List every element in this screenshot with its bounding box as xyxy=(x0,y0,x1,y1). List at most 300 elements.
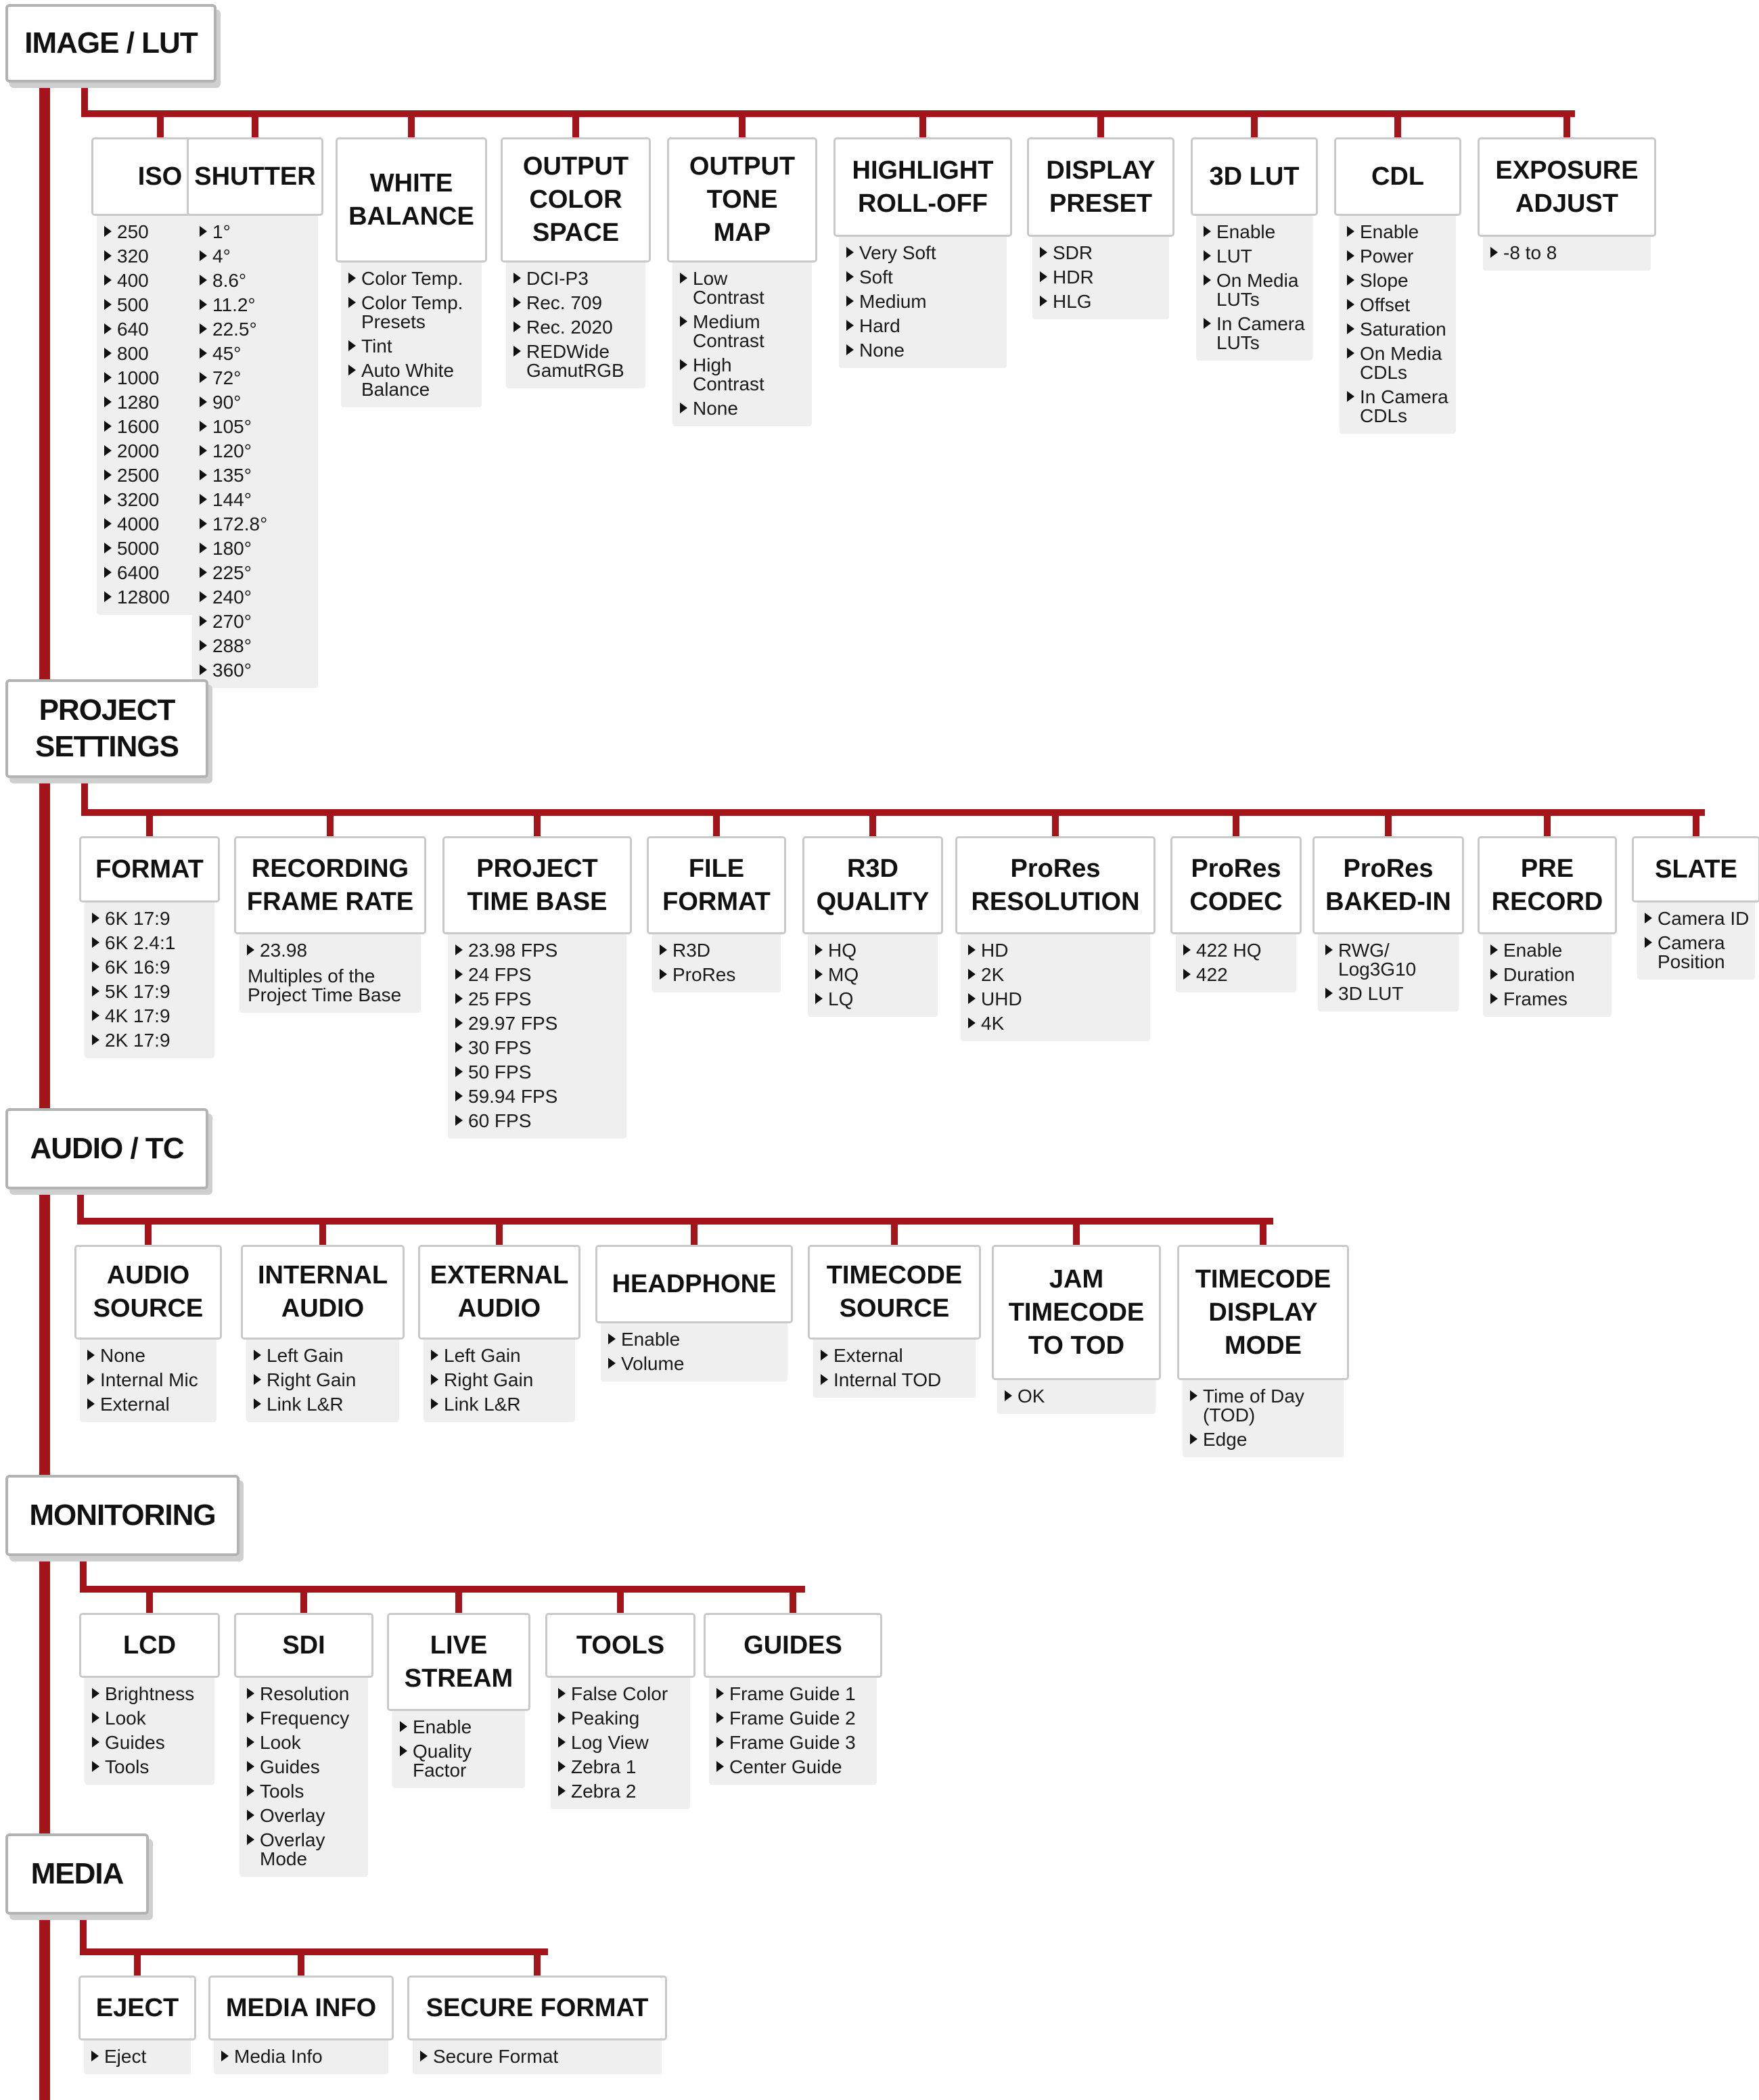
option-label: 29.97 FPS xyxy=(468,1013,558,1034)
triangle-bullet-icon xyxy=(200,396,207,407)
option-label: HDR xyxy=(1053,267,1094,288)
connector-line xyxy=(891,1218,898,1246)
option-item[interactable] xyxy=(198,320,313,339)
option-item[interactable] xyxy=(658,941,775,960)
triangle-bullet-icon xyxy=(558,1761,566,1772)
menu-column-cdl xyxy=(1334,137,1461,434)
option-item[interactable] xyxy=(453,1087,621,1106)
menu-item-guides[interactable]: GUIDES xyxy=(704,1613,882,1678)
menu-item-prores-resolution[interactable]: ProRes RESOLUTION xyxy=(955,836,1156,934)
option-label: 30 FPS xyxy=(468,1037,532,1058)
menu-item-live-stream[interactable]: LIVE STREAM xyxy=(387,1613,530,1711)
option-item[interactable] xyxy=(1188,1430,1338,1449)
option-label: 250 xyxy=(117,221,149,242)
connector-line xyxy=(145,1218,152,1246)
option-label: ProRes xyxy=(672,964,736,985)
option-list xyxy=(601,1323,787,1382)
option-item[interactable] xyxy=(1202,247,1307,266)
option-label: Brightness xyxy=(105,1683,195,1704)
option-label: 6K 2.4:1 xyxy=(105,932,176,953)
option-label: 4K xyxy=(981,1013,1005,1034)
option-item[interactable] xyxy=(1003,1387,1150,1406)
option-item[interactable] xyxy=(1038,268,1164,287)
triangle-bullet-icon xyxy=(455,944,463,955)
option-item[interactable] xyxy=(252,1346,394,1365)
option-item[interactable] xyxy=(714,1733,871,1752)
option-label: 5K 17:9 xyxy=(105,981,170,1002)
option-item[interactable] xyxy=(511,294,640,313)
menu-item-output-color-space[interactable]: OUTPUT COLOR SPACE xyxy=(501,137,651,262)
option-item[interactable] xyxy=(453,1063,621,1082)
option-item[interactable] xyxy=(245,1831,363,1869)
option-item[interactable] xyxy=(346,294,476,332)
option-item[interactable] xyxy=(1202,315,1307,352)
option-item[interactable] xyxy=(90,1007,209,1026)
connector-line xyxy=(1251,110,1258,139)
triangle-bullet-icon xyxy=(1204,250,1211,261)
triangle-bullet-icon xyxy=(92,986,99,997)
option-item[interactable] xyxy=(245,1685,363,1704)
option-item[interactable] xyxy=(85,1346,211,1365)
menu-item-exposure-adjust[interactable]: EXPOSURE ADJUST xyxy=(1478,137,1656,237)
menu-item-slate[interactable]: SLATE xyxy=(1632,836,1759,903)
menu-item-internal-audio[interactable]: INTERNAL AUDIO xyxy=(241,1245,405,1340)
option-item[interactable] xyxy=(714,1685,871,1704)
menu-item-highlight-roll-off[interactable]: HIGHLIGHT ROLL-OFF xyxy=(833,137,1012,237)
option-label: Enable xyxy=(1216,221,1276,242)
option-item[interactable] xyxy=(90,1685,209,1704)
branch-line xyxy=(77,1218,1273,1225)
option-label: On Media LUTs xyxy=(1216,270,1299,310)
option-label: Rec. 709 xyxy=(526,292,603,313)
option-item[interactable] xyxy=(429,1371,570,1390)
triangle-bullet-icon xyxy=(815,969,823,980)
option-item[interactable] xyxy=(453,1038,621,1057)
option-item[interactable] xyxy=(1202,223,1307,242)
triangle-bullet-icon xyxy=(104,421,112,432)
option-item[interactable] xyxy=(819,1346,970,1365)
connector-line xyxy=(1052,809,1059,838)
option-item[interactable] xyxy=(90,909,209,928)
triangle-bullet-icon xyxy=(200,299,207,310)
option-label: 12800 xyxy=(117,587,170,608)
option-label: 23.98 xyxy=(260,940,308,961)
option-item[interactable] xyxy=(1038,244,1164,262)
category-monitoring[interactable]: MONITORING xyxy=(5,1475,239,1556)
triangle-bullet-icon xyxy=(1190,1390,1197,1401)
option-item[interactable] xyxy=(453,941,621,960)
option-item[interactable] xyxy=(418,2047,656,2066)
triangle-bullet-icon xyxy=(1347,250,1354,261)
option-label: Power xyxy=(1360,246,1414,267)
option-item[interactable] xyxy=(90,1733,209,1752)
menu-item-eject[interactable]: EJECT xyxy=(78,1976,196,2040)
option-item[interactable] xyxy=(1188,1387,1338,1425)
triangle-bullet-icon xyxy=(348,340,356,351)
option-label: R3D xyxy=(672,940,711,961)
menu-column-internal-audio xyxy=(241,1245,405,1422)
triangle-bullet-icon xyxy=(247,1785,254,1796)
menu-item-lcd[interactable]: LCD xyxy=(79,1613,220,1678)
option-item[interactable] xyxy=(556,1758,685,1777)
option-item[interactable] xyxy=(346,337,476,356)
option-item[interactable] xyxy=(1345,271,1450,290)
option-item[interactable] xyxy=(511,269,640,288)
triangle-bullet-icon xyxy=(815,944,823,955)
option-item[interactable] xyxy=(511,318,640,337)
option-label: Zebra 1 xyxy=(571,1756,637,1777)
triangle-bullet-icon xyxy=(815,993,823,1004)
triangle-bullet-icon xyxy=(200,664,207,675)
option-item[interactable] xyxy=(198,393,313,412)
option-item[interactable] xyxy=(844,244,1001,262)
option-item[interactable] xyxy=(606,1354,782,1373)
menu-item-external-audio[interactable]: EXTERNAL AUDIO xyxy=(418,1245,580,1340)
triangle-bullet-icon xyxy=(254,1398,261,1409)
triangle-bullet-icon xyxy=(455,1091,463,1101)
option-item[interactable] xyxy=(198,490,313,509)
option-item[interactable] xyxy=(198,369,313,388)
option-item[interactable] xyxy=(1181,941,1291,960)
triangle-bullet-icon xyxy=(1325,988,1333,999)
option-item[interactable] xyxy=(198,661,313,680)
option-item[interactable] xyxy=(1643,934,1750,972)
menu-item-iso[interactable]: ISO xyxy=(91,137,229,216)
option-item[interactable] xyxy=(678,399,806,418)
option-list xyxy=(85,1678,214,1785)
option-label: In Camera CDLs xyxy=(1360,386,1448,426)
option-list xyxy=(961,934,1150,1041)
triangle-bullet-icon xyxy=(455,1018,463,1028)
option-item[interactable] xyxy=(198,612,313,631)
option-item[interactable] xyxy=(346,269,476,288)
connector-line xyxy=(919,110,926,139)
option-list xyxy=(80,1340,216,1422)
option-item[interactable] xyxy=(429,1395,570,1414)
option-item[interactable] xyxy=(90,1758,209,1777)
option-label: Right Gain xyxy=(267,1369,357,1390)
option-item[interactable] xyxy=(198,637,313,656)
menu-item-cdl[interactable]: CDL xyxy=(1334,137,1461,216)
option-label: 135° xyxy=(212,465,252,486)
option-item[interactable] xyxy=(1345,296,1450,315)
triangle-bullet-icon xyxy=(513,273,521,283)
option-item[interactable] xyxy=(1323,984,1453,1003)
option-item[interactable] xyxy=(1488,965,1606,984)
option-item[interactable] xyxy=(252,1395,394,1414)
option-item[interactable] xyxy=(198,442,313,461)
triangle-bullet-icon xyxy=(1040,296,1047,306)
option-item[interactable] xyxy=(844,292,1001,311)
option-label: 120° xyxy=(212,440,252,461)
triangle-bullet-icon xyxy=(200,518,207,529)
option-item[interactable] xyxy=(1345,320,1450,339)
option-list xyxy=(448,934,626,1139)
option-label: UHD xyxy=(981,988,1022,1009)
menu-column-format xyxy=(79,836,220,1058)
option-label: Low Contrast xyxy=(693,268,764,308)
option-item[interactable] xyxy=(556,1733,685,1752)
option-item[interactable] xyxy=(219,2047,383,2066)
triangle-bullet-icon xyxy=(104,348,112,359)
option-item[interactable] xyxy=(844,341,1001,360)
option-item[interactable] xyxy=(511,342,640,380)
option-item[interactable] xyxy=(678,313,806,350)
triangle-bullet-icon xyxy=(200,470,207,480)
menu-item-file-format[interactable]: FILE FORMAT xyxy=(647,836,786,934)
option-item[interactable] xyxy=(714,1758,871,1777)
option-list xyxy=(246,1340,399,1422)
option-item[interactable] xyxy=(813,965,932,984)
triangle-bullet-icon xyxy=(968,969,976,980)
option-item[interactable] xyxy=(90,958,209,977)
option-item[interactable] xyxy=(966,990,1145,1009)
menu-item-audio-source[interactable]: AUDIO SOURCE xyxy=(74,1245,222,1340)
triangle-bullet-icon xyxy=(247,944,254,955)
option-label: Quality Factor xyxy=(413,1741,472,1781)
menu-item-tools[interactable]: TOOLS xyxy=(545,1613,695,1678)
option-item[interactable] xyxy=(1345,247,1450,266)
option-item[interactable] xyxy=(1038,292,1164,311)
triangle-bullet-icon xyxy=(1005,1390,1012,1401)
triangle-bullet-icon xyxy=(104,299,112,310)
triangle-bullet-icon xyxy=(200,275,207,286)
category-audio-tc[interactable]: AUDIO / TC xyxy=(5,1108,208,1189)
option-item[interactable] xyxy=(678,269,806,307)
option-list xyxy=(392,1711,525,1788)
option-list xyxy=(85,903,214,1058)
option-item[interactable] xyxy=(844,317,1001,336)
menu-item-timecode-display-mode[interactable]: TIMECODE DISPLAY MODE xyxy=(1177,1245,1349,1380)
option-label: In Camera LUTs xyxy=(1216,313,1305,353)
option-label: 800 xyxy=(117,343,149,364)
option-item[interactable] xyxy=(429,1346,570,1365)
triangle-bullet-icon xyxy=(558,1785,566,1796)
menu-column-output-color-space xyxy=(501,137,651,388)
option-item[interactable] xyxy=(85,1395,211,1414)
option-list xyxy=(424,1340,575,1422)
menu-column-prores-resolution xyxy=(955,836,1156,1041)
option-item[interactable] xyxy=(90,1709,209,1728)
option-item[interactable] xyxy=(1488,244,1645,262)
menu-column-prores-baked-in xyxy=(1312,836,1464,1011)
option-item[interactable] xyxy=(844,268,1001,287)
option-label: Internal Mic xyxy=(100,1369,198,1390)
option-item[interactable] xyxy=(198,539,313,558)
option-item[interactable] xyxy=(85,1371,211,1390)
option-item[interactable] xyxy=(556,1709,685,1728)
menu-item-display-preset[interactable]: DISPLAY PRESET xyxy=(1027,137,1174,237)
menu-item-output-tone-map[interactable]: OUTPUT TONE MAP xyxy=(667,137,817,262)
option-item[interactable] xyxy=(245,941,415,960)
option-list xyxy=(192,216,318,688)
menu-item-secure-format[interactable]: SECURE FORMAT xyxy=(407,1976,667,2040)
option-item[interactable] xyxy=(198,466,313,485)
option-item[interactable] xyxy=(245,1758,363,1777)
triangle-bullet-icon xyxy=(92,913,99,923)
menu-item-headphone[interactable]: HEADPHONE xyxy=(595,1245,793,1323)
triangle-bullet-icon xyxy=(1490,247,1498,258)
option-label: Frame Guide 2 xyxy=(729,1708,856,1729)
option-item[interactable] xyxy=(606,1330,782,1349)
option-item[interactable] xyxy=(453,990,621,1009)
option-item[interactable] xyxy=(198,247,313,266)
option-item[interactable] xyxy=(1323,941,1453,979)
option-item[interactable] xyxy=(1345,388,1450,426)
option-item[interactable] xyxy=(1345,223,1450,242)
option-item[interactable] xyxy=(966,965,1145,984)
connector-line xyxy=(1563,110,1570,139)
triangle-bullet-icon xyxy=(680,273,687,283)
option-item[interactable] xyxy=(198,417,313,436)
menu-item-project-time-base[interactable]: PROJECT TIME BASE xyxy=(442,836,632,934)
option-item[interactable] xyxy=(966,941,1145,960)
triangle-bullet-icon xyxy=(87,1350,95,1361)
triangle-bullet-icon xyxy=(104,250,112,261)
menu-column-timecode-source xyxy=(808,1245,981,1398)
triangle-bullet-icon xyxy=(968,993,976,1004)
option-item[interactable] xyxy=(89,2047,185,2066)
menu-item-white-balance[interactable]: WHITE BALANCE xyxy=(336,137,487,262)
option-label: 3200 xyxy=(117,489,160,510)
option-label: High Contrast xyxy=(693,355,764,394)
option-label: 11.2° xyxy=(212,294,256,315)
menu-column-jam-timecode-to-tod xyxy=(992,1245,1161,1414)
option-label: Enable xyxy=(1360,221,1419,242)
option-label: 180° xyxy=(212,538,252,559)
option-item[interactable] xyxy=(813,990,932,1009)
option-item[interactable] xyxy=(453,965,621,984)
option-item[interactable] xyxy=(198,564,313,583)
triangle-bullet-icon xyxy=(1347,226,1354,237)
option-label: 360° xyxy=(212,660,252,681)
category-media[interactable]: MEDIA xyxy=(5,1833,149,1915)
triangle-bullet-icon xyxy=(431,1398,438,1409)
option-label: 25 FPS xyxy=(468,988,532,1009)
option-item[interactable] xyxy=(453,1014,621,1033)
menu-item-jam-timecode-to-tod[interactable]: JAM TIMECODE TO TOD xyxy=(992,1245,1161,1380)
option-label: 45° xyxy=(212,343,242,364)
option-item[interactable] xyxy=(198,588,313,607)
connector-line xyxy=(739,110,746,139)
option-item[interactable] xyxy=(813,941,932,960)
menu-item-timecode-source[interactable]: TIMECODE SOURCE xyxy=(808,1245,981,1340)
option-list xyxy=(239,934,421,1013)
triangle-bullet-icon xyxy=(104,275,112,286)
menu-item-media-info[interactable]: MEDIA INFO xyxy=(208,1976,394,2040)
menu-column-lcd xyxy=(79,1613,220,1785)
menu-item-recording-frame-rate[interactable]: RECORDING FRAME RATE xyxy=(234,836,426,934)
option-item[interactable] xyxy=(1345,344,1450,382)
option-label: 288° xyxy=(212,635,252,656)
option-item[interactable] xyxy=(198,296,313,315)
option-list xyxy=(506,262,645,388)
triangle-bullet-icon xyxy=(716,1688,724,1699)
menu-item-prores-codec[interactable]: ProRes CODEC xyxy=(1170,836,1302,934)
triangle-bullet-icon xyxy=(200,640,207,651)
menu-item-prores-baked-in[interactable]: ProRes BAKED-IN xyxy=(1312,836,1464,934)
triangle-bullet-icon xyxy=(92,937,99,948)
connector-line xyxy=(300,1586,307,1614)
triangle-bullet-icon xyxy=(348,273,356,283)
triangle-bullet-icon xyxy=(455,993,463,1004)
category-project-settings[interactable]: PROJECT SETTINGS xyxy=(5,679,208,778)
option-item[interactable] xyxy=(245,1806,363,1825)
triangle-bullet-icon xyxy=(200,445,207,456)
option-list xyxy=(413,2040,662,2074)
triangle-bullet-icon xyxy=(1040,247,1047,258)
triangle-bullet-icon xyxy=(513,346,521,357)
menu-item-r3d-quality[interactable]: R3D QUALITY xyxy=(802,836,943,934)
option-label: Secure Format xyxy=(433,2046,559,2067)
menu-column-output-tone-map xyxy=(667,137,817,426)
option-item[interactable] xyxy=(1488,941,1606,960)
option-item[interactable] xyxy=(819,1371,970,1390)
option-label: 422 xyxy=(1196,964,1228,985)
option-item[interactable] xyxy=(198,344,313,363)
option-item[interactable] xyxy=(453,1112,621,1131)
option-item[interactable] xyxy=(556,1685,685,1704)
connector-line xyxy=(146,809,153,838)
option-list xyxy=(839,237,1007,368)
menu-column-exposure-adjust xyxy=(1478,137,1656,271)
option-item[interactable] xyxy=(714,1709,871,1728)
option-label: Log View xyxy=(571,1732,649,1753)
option-item[interactable] xyxy=(90,982,209,1001)
triangle-bullet-icon xyxy=(200,591,207,602)
option-item[interactable] xyxy=(678,356,806,394)
menu-column-external-audio xyxy=(418,1245,580,1422)
triangle-bullet-icon xyxy=(1490,993,1498,1004)
option-item[interactable] xyxy=(658,965,775,984)
triangle-bullet-icon xyxy=(92,961,99,972)
category-image-lut[interactable]: IMAGE / LUT xyxy=(5,4,216,83)
triangle-bullet-icon xyxy=(104,372,112,383)
option-item[interactable] xyxy=(198,271,313,290)
triangle-bullet-icon xyxy=(1204,226,1211,237)
option-label: Medium xyxy=(859,291,927,312)
option-item[interactable] xyxy=(398,1742,520,1780)
option-item[interactable] xyxy=(346,361,476,399)
option-item[interactable] xyxy=(198,223,313,242)
option-item[interactable] xyxy=(90,934,209,953)
option-item[interactable] xyxy=(90,1031,209,1050)
menu-item-shutter[interactable]: SHUTTER xyxy=(187,137,323,216)
option-item[interactable] xyxy=(966,1014,1145,1033)
option-item[interactable] xyxy=(1202,271,1307,309)
menu-item-sdi[interactable]: SDI xyxy=(234,1613,373,1678)
menu-item-format[interactable]: FORMAT xyxy=(79,836,220,903)
option-item[interactable] xyxy=(398,1718,520,1737)
menu-item-3d-lut[interactable]: 3D LUT xyxy=(1191,137,1318,216)
option-item[interactable] xyxy=(1643,909,1750,928)
option-item[interactable] xyxy=(245,1709,363,1728)
triangle-bullet-icon xyxy=(254,1374,261,1385)
triangle-bullet-icon xyxy=(431,1374,438,1385)
option-item[interactable] xyxy=(198,515,313,534)
option-item[interactable] xyxy=(1488,990,1606,1009)
option-item[interactable] xyxy=(1181,965,1291,984)
option-label: 144° xyxy=(212,489,252,510)
option-list xyxy=(1483,934,1612,1017)
option-item[interactable] xyxy=(556,1782,685,1801)
option-item[interactable] xyxy=(245,1733,363,1752)
option-item[interactable] xyxy=(245,1782,363,1801)
connector-line xyxy=(319,1218,326,1246)
connector-line xyxy=(298,1948,304,1977)
menu-item-pre-record[interactable]: PRE RECORD xyxy=(1478,836,1617,934)
option-item[interactable] xyxy=(252,1371,394,1390)
